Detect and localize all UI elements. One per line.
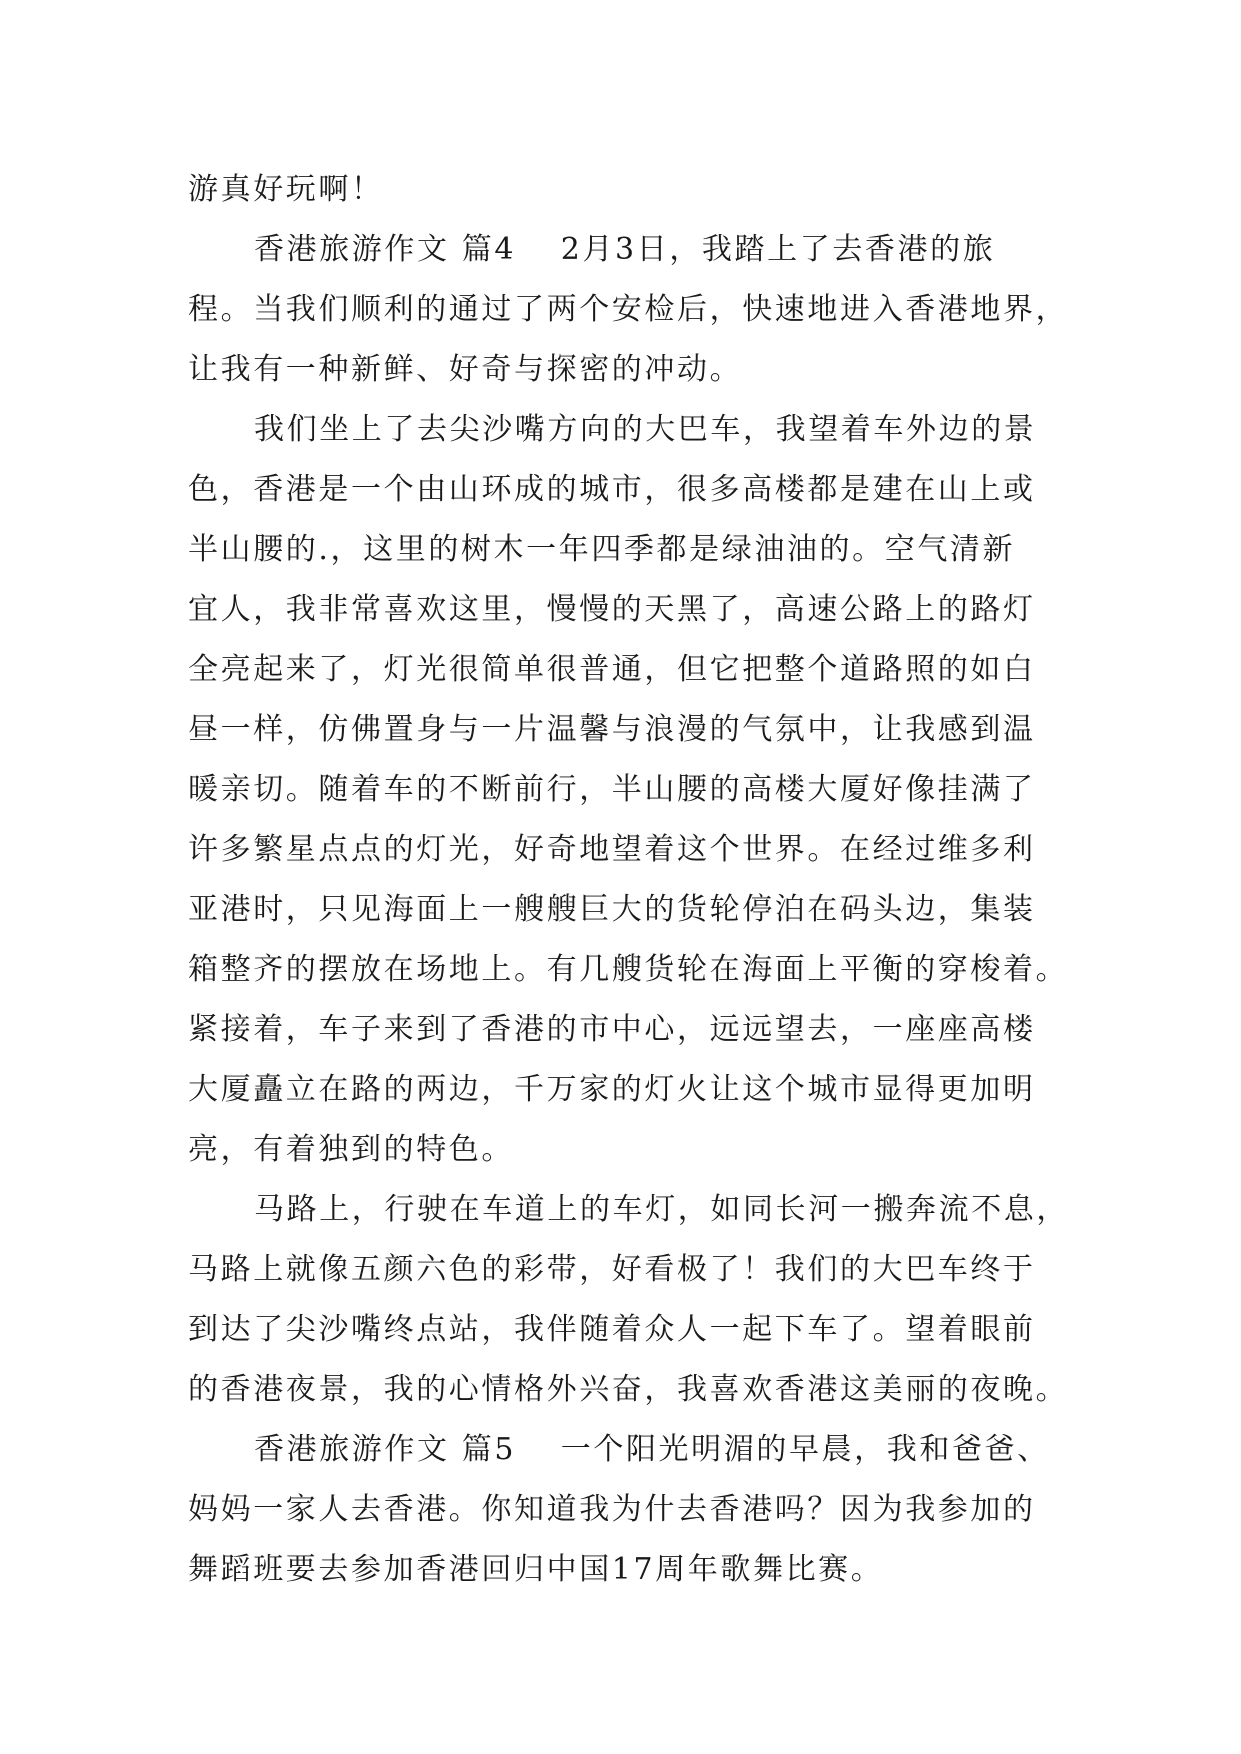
document-body (188, 160, 1069, 1600)
text-line: 许多繁星点点的灯光，好奇地望着这个世界。在经过维多利 (188, 832, 1036, 867)
text-line: 宜人，我非常喜欢这里，慢慢的天黑了，高速公路上的路灯 (188, 592, 1036, 627)
text-line: 妈妈一家人去香港。你知道我为什去香港吗？因为我参加的 (188, 1492, 1036, 1527)
text-line: 香港旅游作文 篇4 2月3日，我踏上了去香港的旅 (254, 232, 996, 267)
text-line: 亮，有着独到的特色。 (188, 1132, 514, 1167)
text-line: 我们坐上了去尖沙嘴方向的大巴车，我望着车外边的景 (254, 412, 1037, 447)
text-line: 昼一样，仿佛置身与一片温馨与浪漫的气氛中，让我感到温 (188, 712, 1036, 747)
text-line: 香港旅游作文 篇5 一个阳光明湄的早晨，我和爸爸、 (254, 1432, 1050, 1467)
text-line: 程。当我们顺利的通过了两个安检后，快速地进入香港地界， (188, 292, 1069, 327)
text-line: 紧接着，车子来到了香港的市中心，远远望去，一座座高楼 (188, 1012, 1036, 1047)
text-line: 到达了尖沙嘴终点站，我伴随着众人一起下车了。望着眼前 (188, 1312, 1036, 1347)
text-line: 色，香港是一个由山环成的城市，很多高楼都是建在山上或 (188, 472, 1036, 507)
text-line: 游真好玩啊！ (188, 172, 384, 207)
text-line: 让我有一种新鲜、好奇与探密的冲动。 (188, 352, 743, 387)
text-line: 马路上，行驶在车道上的车灯，如同长河一搬奔流不息， (254, 1192, 1069, 1227)
text-line: 箱整齐的摆放在场地上。有几艘货轮在海面上平衡的穿梭着。 (188, 952, 1069, 987)
text-line: 的香港夜景，我的心情格外兴奋，我喜欢香港这美丽的夜晚。 (188, 1372, 1069, 1407)
text-line: 亚港时，只见海面上一艘艘巨大的货轮停泊在码头边，集装 (188, 892, 1036, 927)
text-line: 大厦矗立在路的两边，千万家的灯火让这个城市显得更加明 (188, 1072, 1036, 1107)
text-line: 马路上就像五颜六色的彩带，好看极了！我们的大巴车终于 (188, 1252, 1036, 1287)
text-line: 舞蹈班要去参加香港回归中国17周年歌舞比赛。 (188, 1552, 884, 1587)
text-line: 暖亲切。随着车的不断前行，半山腰的高楼大厦好像挂满了 (188, 772, 1036, 807)
text-line: 全亮起来了，灯光很简单很普通，但它把整个道路照的如白 (188, 652, 1036, 687)
text-line: 半山腰的.，这里的树木一年四季都是绿油油的。空气清新 (188, 532, 1016, 567)
